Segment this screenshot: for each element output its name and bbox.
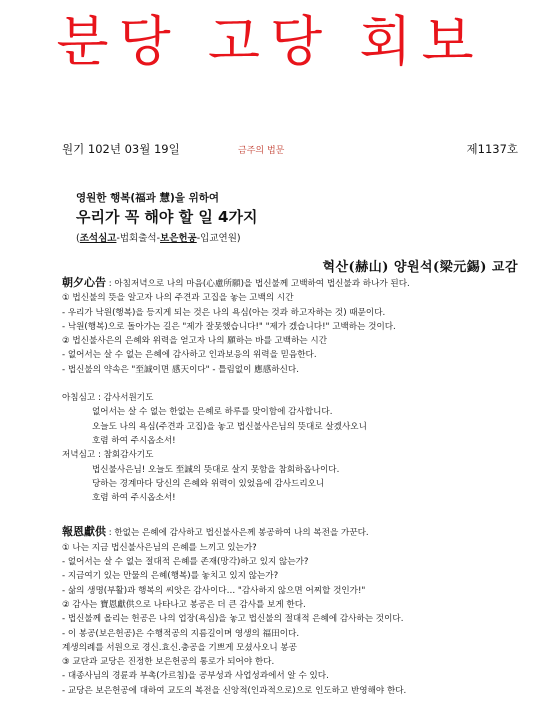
spacer xyxy=(62,505,532,525)
section2-line: ① 나는 지금 법신불사은님의 은혜를 느끼고 있는가? xyxy=(62,542,257,553)
section1-line: - 낙원(행복)으로 돌아가는 길은 "제가 잘못했습니다!" "제가 겠습니다!" 고백하는 것이다. xyxy=(62,321,396,332)
issue-line xyxy=(0,141,540,159)
section1-line: - 우리가 낙원(행복)을 등지게 되는 것은 나의 욕심(아는 것과 하고자하는 것) 때문이다. xyxy=(62,307,386,318)
article-title: 우리가 꼭 해야 할 일 4가지 xyxy=(76,208,258,226)
morning-prayer-line: 없어서는 살 수 없는 한없는 은혜로 하루를 맞이함에 감사합니다. xyxy=(92,407,333,418)
article-title-block xyxy=(76,190,516,244)
section2-line: - 삶의 생명(부활)과 행복의 씨앗은 감사이다… "감사하지 않으면 어찌할 것인가!" xyxy=(62,585,366,596)
section1-line: ① 법신불의 뜻을 알고자 나의 주견과 고집을 놓는 고백의 시간 xyxy=(62,293,294,304)
article-credits xyxy=(76,230,516,244)
masthead-title: 분당 고당 회보 xyxy=(56,10,484,73)
morning-prayer-label: 아침심고 : 감사서원기도 xyxy=(62,393,154,404)
credits-bold2: 보은헌공 xyxy=(160,233,197,244)
section2-line: - 이 봉공(보은헌공)은 수행적공의 지름길이며 영생의 福田이다. xyxy=(62,628,300,639)
evening-prayer-line: 호렴 하여 주시옵소서! xyxy=(92,493,176,504)
article-author: 혁산(赫山) 양원석(梁元錫) 교감 xyxy=(322,260,518,275)
section1-line: ② 법신불사은의 은혜와 위력을 얻고자 나의 願하는 바를 고백하는 시간 xyxy=(62,336,328,347)
section2-heading-line xyxy=(62,525,532,540)
section2-intro: : 한없는 은혜에 감사하고 법신불사은께 봉공하여 나의 복전을 가꾼다. xyxy=(106,528,369,539)
credits-tail: -입교연원) xyxy=(196,233,241,244)
credits-mid: -법회출석- xyxy=(116,233,161,244)
section1-intro: : 아침저녁으로 나의 마음(心慮所願)을 법신불께 고백하여 법신불과 하나가 된다. xyxy=(106,279,410,289)
section1-heading-line xyxy=(62,276,532,291)
section2-line: ③ 교단과 교당은 진정한 보은헌공의 통로가 되어야 한다. xyxy=(62,657,275,668)
credits-open: ( xyxy=(76,233,80,244)
section2-line: - 교당은 보은헌공에 대하여 교도의 복전을 신앙적(인과적으로)으로 인도하고 반영해야 한다. xyxy=(62,685,407,696)
credits-bold1: 조석심고 xyxy=(79,233,117,244)
evening-prayer-line: 법신불사은님! 오늘도 至誠의 뜻대로 살지 못함을 참회하옵나이다. xyxy=(92,464,340,475)
issue-date: 원기 102년 03월 19일 xyxy=(62,142,180,156)
morning-prayer-line: 호렴 하여 주시옵소서! xyxy=(92,435,176,446)
article-kicker: 영원한 행복(福과 慧)을 위하여 xyxy=(76,192,219,204)
morning-prayer-line: 오늘도 나의 욕심(주견과 고집)을 놓고 법신불사은님의 뜻대로 살겠사오니 xyxy=(92,421,367,432)
section2-line: - 없어서는 살 수 없는 절대적 은혜를 존재(망각)하고 있지 않는가? xyxy=(62,557,309,568)
section2-line: - 법신불께 올리는 헌공은 나의 업장(욕심)을 놓고 법신불의 절대적 은혜에 감사하는 것이다. xyxy=(62,614,404,625)
issue-tag: 금주의 법문 xyxy=(238,146,285,156)
section1-line: - 없어서는 살 수 없는 은혜에 감사하고 인과보응의 위력을 믿음한다. xyxy=(62,350,317,361)
section1-line: - 법신불의 약속은 "至誠이면 感天이다" - 틀림없이 應感하신다. xyxy=(62,364,299,375)
section2-heading: 報恩獻供 xyxy=(62,525,106,539)
section2-line: ② 감사는 寶恩獻供으로 나타나고 봉공은 더 큰 감사를 보게 한다. xyxy=(62,599,306,610)
section2-line: 계생의례를 서원으로 경신.효신.충공을 기쁘게 모셨사오니 봉공 xyxy=(62,642,297,653)
section2-line: - 지금여기 있는 만물의 은혜(행복)를 놓치고 있지 않는가? xyxy=(62,571,279,582)
issue-number: 제1137호 xyxy=(466,142,518,156)
section2-line: - 대종사님의 경륜과 부촉(가르침)을 공부성과 사업성과에서 알 수 있다. xyxy=(62,671,329,682)
spacer xyxy=(62,377,532,391)
evening-prayer-line: 당하는 경계마다 당신의 은혜와 위력이 있었음에 감사드리오니 xyxy=(92,478,325,489)
evening-prayer-label: 저녁심고 : 참회감사기도 xyxy=(62,450,154,461)
section1-heading: 朝夕心告 xyxy=(62,276,106,289)
article-body xyxy=(62,276,532,698)
